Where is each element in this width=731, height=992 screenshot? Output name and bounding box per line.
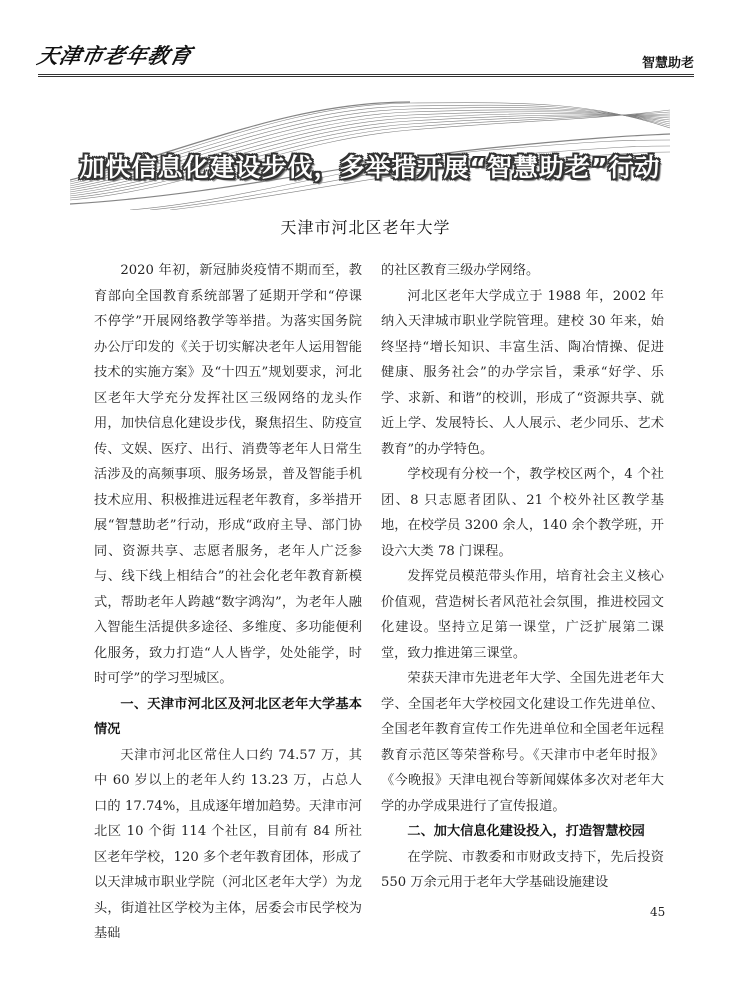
article-title: 加快信息化建设步伐，多举措开展“智慧助老”行动 bbox=[79, 153, 661, 182]
paragraph: 天津市河北区常住人口约 74.57 万，其中 60 岁以上的老年人约 13.23 万，占总人口的 17.74%，且成逐年增加趋势。天津市河北区 10 个街 114 个社区，目前有 84 所社区老年学校，120 多个老年教育团体，形成了以天津城市职业学院（河北区老年大学）为龙头，街道社区学校为主体，居委会市民学校为基础 bbox=[94, 747, 362, 941]
page-header bbox=[35, 40, 694, 80]
page-number: 45 bbox=[650, 905, 666, 919]
paragraph: 学校现有分校一个，教学校区两个，4 个社团、8 只志愿者团队、21 个校外社区教学基地，在校学员 3200 余人，140 余个教学班，开设六大类 78 门课程。 bbox=[381, 467, 664, 559]
paragraph: 的社区教育三级办学网络。 bbox=[381, 263, 540, 278]
paragraph: 荣获天津市先进老年大学、全国先进老年大学、全国老年大学校园文化建设工作先进单位、全国老年教育宣传工作先进单位和全国老年远程教育示范区等荣誉称号。《天津市中老年时报》《今晚报》天津电视台等新闻媒体多次对老年大学的办学成果进行了宣传报道。 bbox=[381, 671, 664, 814]
section-heading: 二、加大信息化建设投入，打造智慧校园 bbox=[407, 824, 645, 839]
paragraph: 2020 年初，新冠肺炎疫情不期而至，教育部向全国教育系统部署了延期开学和“停课不停学”开展网络教学等举措。为落实国务院办公厅印发的《关于切实解决老年人运用智能技术的实施方案》及“十四五”规划要求，河北区老年大学充分发挥社区三级网络的龙头作用，加快信息化建设步伐，聚焦招生、防疫宣传、文娱、医疗、出行、消费等老年人日常生活涉及的高频事项、服务场景，普及智能手机技术应用、积极推进远程老年教育，多举措开展“智慧助老”行动，形成“政府主导、部门协同、资源共享、志愿者服务，老年人广泛参与、线下线上相结合”的社会化老年教育新模式，帮助老年人跨越“数字鸿沟”，为老年人融入智能生活提供多途径、多维度、多功能便利化服务，致力打造“人人皆学，处处能学，时时可学”的学习型城区。 bbox=[94, 263, 362, 686]
left-column bbox=[94, 258, 362, 947]
title-banner bbox=[70, 100, 670, 210]
right-column bbox=[381, 258, 664, 896]
section-tag: 智慧助老 bbox=[641, 56, 694, 71]
header-rule bbox=[38, 74, 694, 77]
paragraph: 在学院、市教委和市财政支持下，先后投资 550 万余元用于老年大学基础设施建设 bbox=[381, 849, 664, 890]
paragraph: 河北区老年大学成立于 1988 年，2002 年纳入天津城市职业学院管理。建校 30 年来，始终坚持“增长知识、丰富生活、陶冶情操、促进健康、服务社会”的办学宗旨，秉承“好学、乐学、求新、和谐”的校训，形成了“资源共享、就近上学、发展特长、人人展示、老少同乐、艺术教育”的办学特色。 bbox=[381, 288, 664, 457]
paragraph: 发挥党员模范带头作用，培育社会主义核心价值观，营造树长者风范社会氛围，推进校园文化建设。坚持立足第一课堂，广泛扩展第二课堂，致力推进第三课堂。 bbox=[381, 569, 664, 661]
section-heading: 一、天津市河北区及河北区老年大学基本情况 bbox=[94, 696, 362, 737]
journal-name: 天津市老年教育 bbox=[35, 43, 195, 68]
article-author: 天津市河北区老年大学 bbox=[280, 218, 451, 237]
